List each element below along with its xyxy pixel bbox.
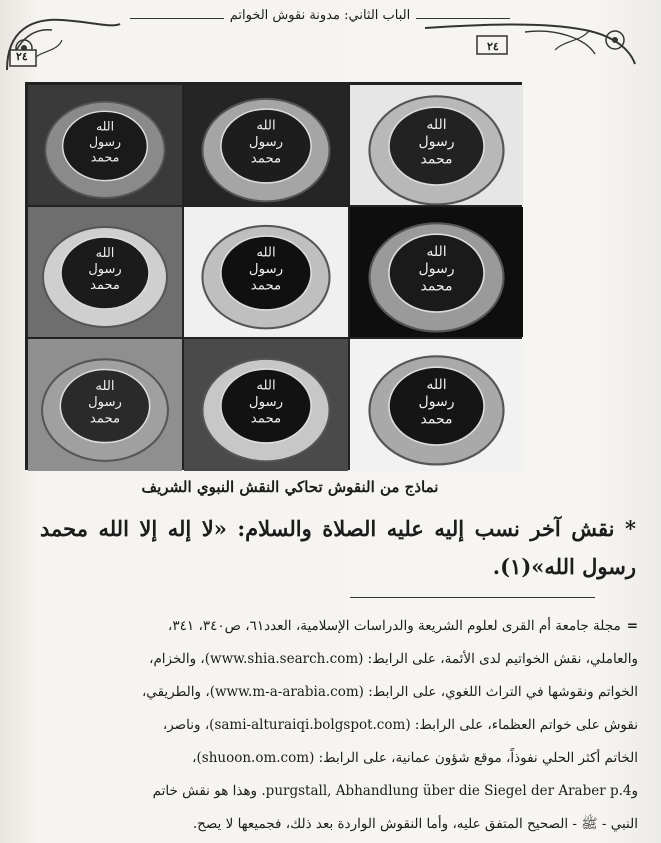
ring-engraving-text: رسول xyxy=(88,262,122,277)
ring-photo xyxy=(28,207,182,337)
ring-photo xyxy=(28,339,182,471)
ring-engraving-text: رسول xyxy=(248,395,284,411)
ring-engraving-text: رسول xyxy=(88,395,122,411)
ring-engraving-text: محمد xyxy=(420,151,453,168)
ring-photo xyxy=(184,207,348,337)
ring-engraving-text: محمد xyxy=(250,278,282,294)
ring-engraving-text: الله xyxy=(95,378,115,394)
ring-engraving-text: محمد xyxy=(420,411,453,428)
footnote-line: والعاملي، نقش الخواتيم لدى الأئمة، على الرابط: (www.shia.search.com)، والخزام، xyxy=(149,651,638,667)
ring-engraving-text: محمد xyxy=(90,278,120,293)
footnotes xyxy=(22,610,638,841)
ring-engraving-text: الله xyxy=(426,243,447,260)
page-number-right: ٢٤ xyxy=(487,40,499,53)
ring-engraving-text: رسول xyxy=(418,261,455,278)
footnote-line: الخواتم ونقوشها في التراث اللغوي، على الرابط: (www.m-a-arabia.com)، والطريقي، xyxy=(141,684,638,700)
ring-engraving-text: محمد xyxy=(250,411,282,427)
ring-engraving-text: محمد xyxy=(89,411,121,427)
ring-engraving-text: محمد xyxy=(420,278,453,295)
footnote-marker: = xyxy=(626,618,638,634)
figure-caption: نماذج من النقوش تحاكي النقش النبوي الشريف xyxy=(141,478,439,496)
ring-photo-grid xyxy=(25,82,522,470)
footnote-line: النبي - ﷺ - الصحيح المتفق عليه، وأما النقوش الواردة بعد ذلك، فجميعها لا يصح. xyxy=(192,816,638,832)
header-title: الباب الثاني: مدونة نقوش الخواتم xyxy=(224,8,417,23)
ring-engraving-text: رسول xyxy=(418,394,455,411)
ring-photo xyxy=(350,339,523,471)
ring-engraving-text: رسول xyxy=(418,134,455,151)
ring-engraving-text: رسول xyxy=(248,135,284,151)
ring-photo xyxy=(184,339,348,471)
ornament-left xyxy=(2,10,122,80)
ring-photo xyxy=(184,85,348,205)
ring-engraving-text: محمد xyxy=(90,149,120,165)
ring-photo xyxy=(350,207,523,337)
ring-photo xyxy=(350,85,523,205)
ring-engraving-text: محمد xyxy=(250,151,282,167)
footnote-rule xyxy=(350,597,595,598)
ring-engraving-text: الله xyxy=(95,118,115,134)
ring-engraving-text: الله xyxy=(426,116,447,133)
footnote-line: =مجلة جامعة أم القرى لعلوم الشريعة والدراسات الإسلامية، العدد٦١، ص٣٤٠، ٣٤١، xyxy=(168,618,638,634)
ring-engraving-text: رسول xyxy=(248,262,284,278)
footnote-line: الخاتم أكثر الحلي نفوذاً، موقع شؤون عمانية، على الرابط: (shuoon.om.com)، xyxy=(192,750,638,766)
ring-engraving-text: رسول xyxy=(88,133,122,149)
footnote-line: وpurgstall, Abhandlung über die Siegel der Araber p.4. وهذا هو نقش خاتم xyxy=(152,783,638,799)
ring-engraving-text: الله xyxy=(426,376,447,393)
ring-engraving-text: الله xyxy=(256,118,276,134)
footnote-line: نقوش على خواتم العظماء، على الرابط: (sami-alturaiqi.bolgspot.com)، وناصر، xyxy=(162,717,638,733)
ring-engraving-text: الله xyxy=(256,245,276,261)
ring-engraving-text: الله xyxy=(95,246,115,261)
page-number-left: ٢٤ xyxy=(16,50,28,63)
ring-photo xyxy=(28,85,182,205)
running-header xyxy=(130,4,510,30)
ring-engraving-text: الله xyxy=(256,378,276,394)
main-paragraph: * نقش آخر نسب إليه عليه الصلاة والسلام: «لا إله إلا الله محمد رسول الله»(١). xyxy=(40,516,636,579)
